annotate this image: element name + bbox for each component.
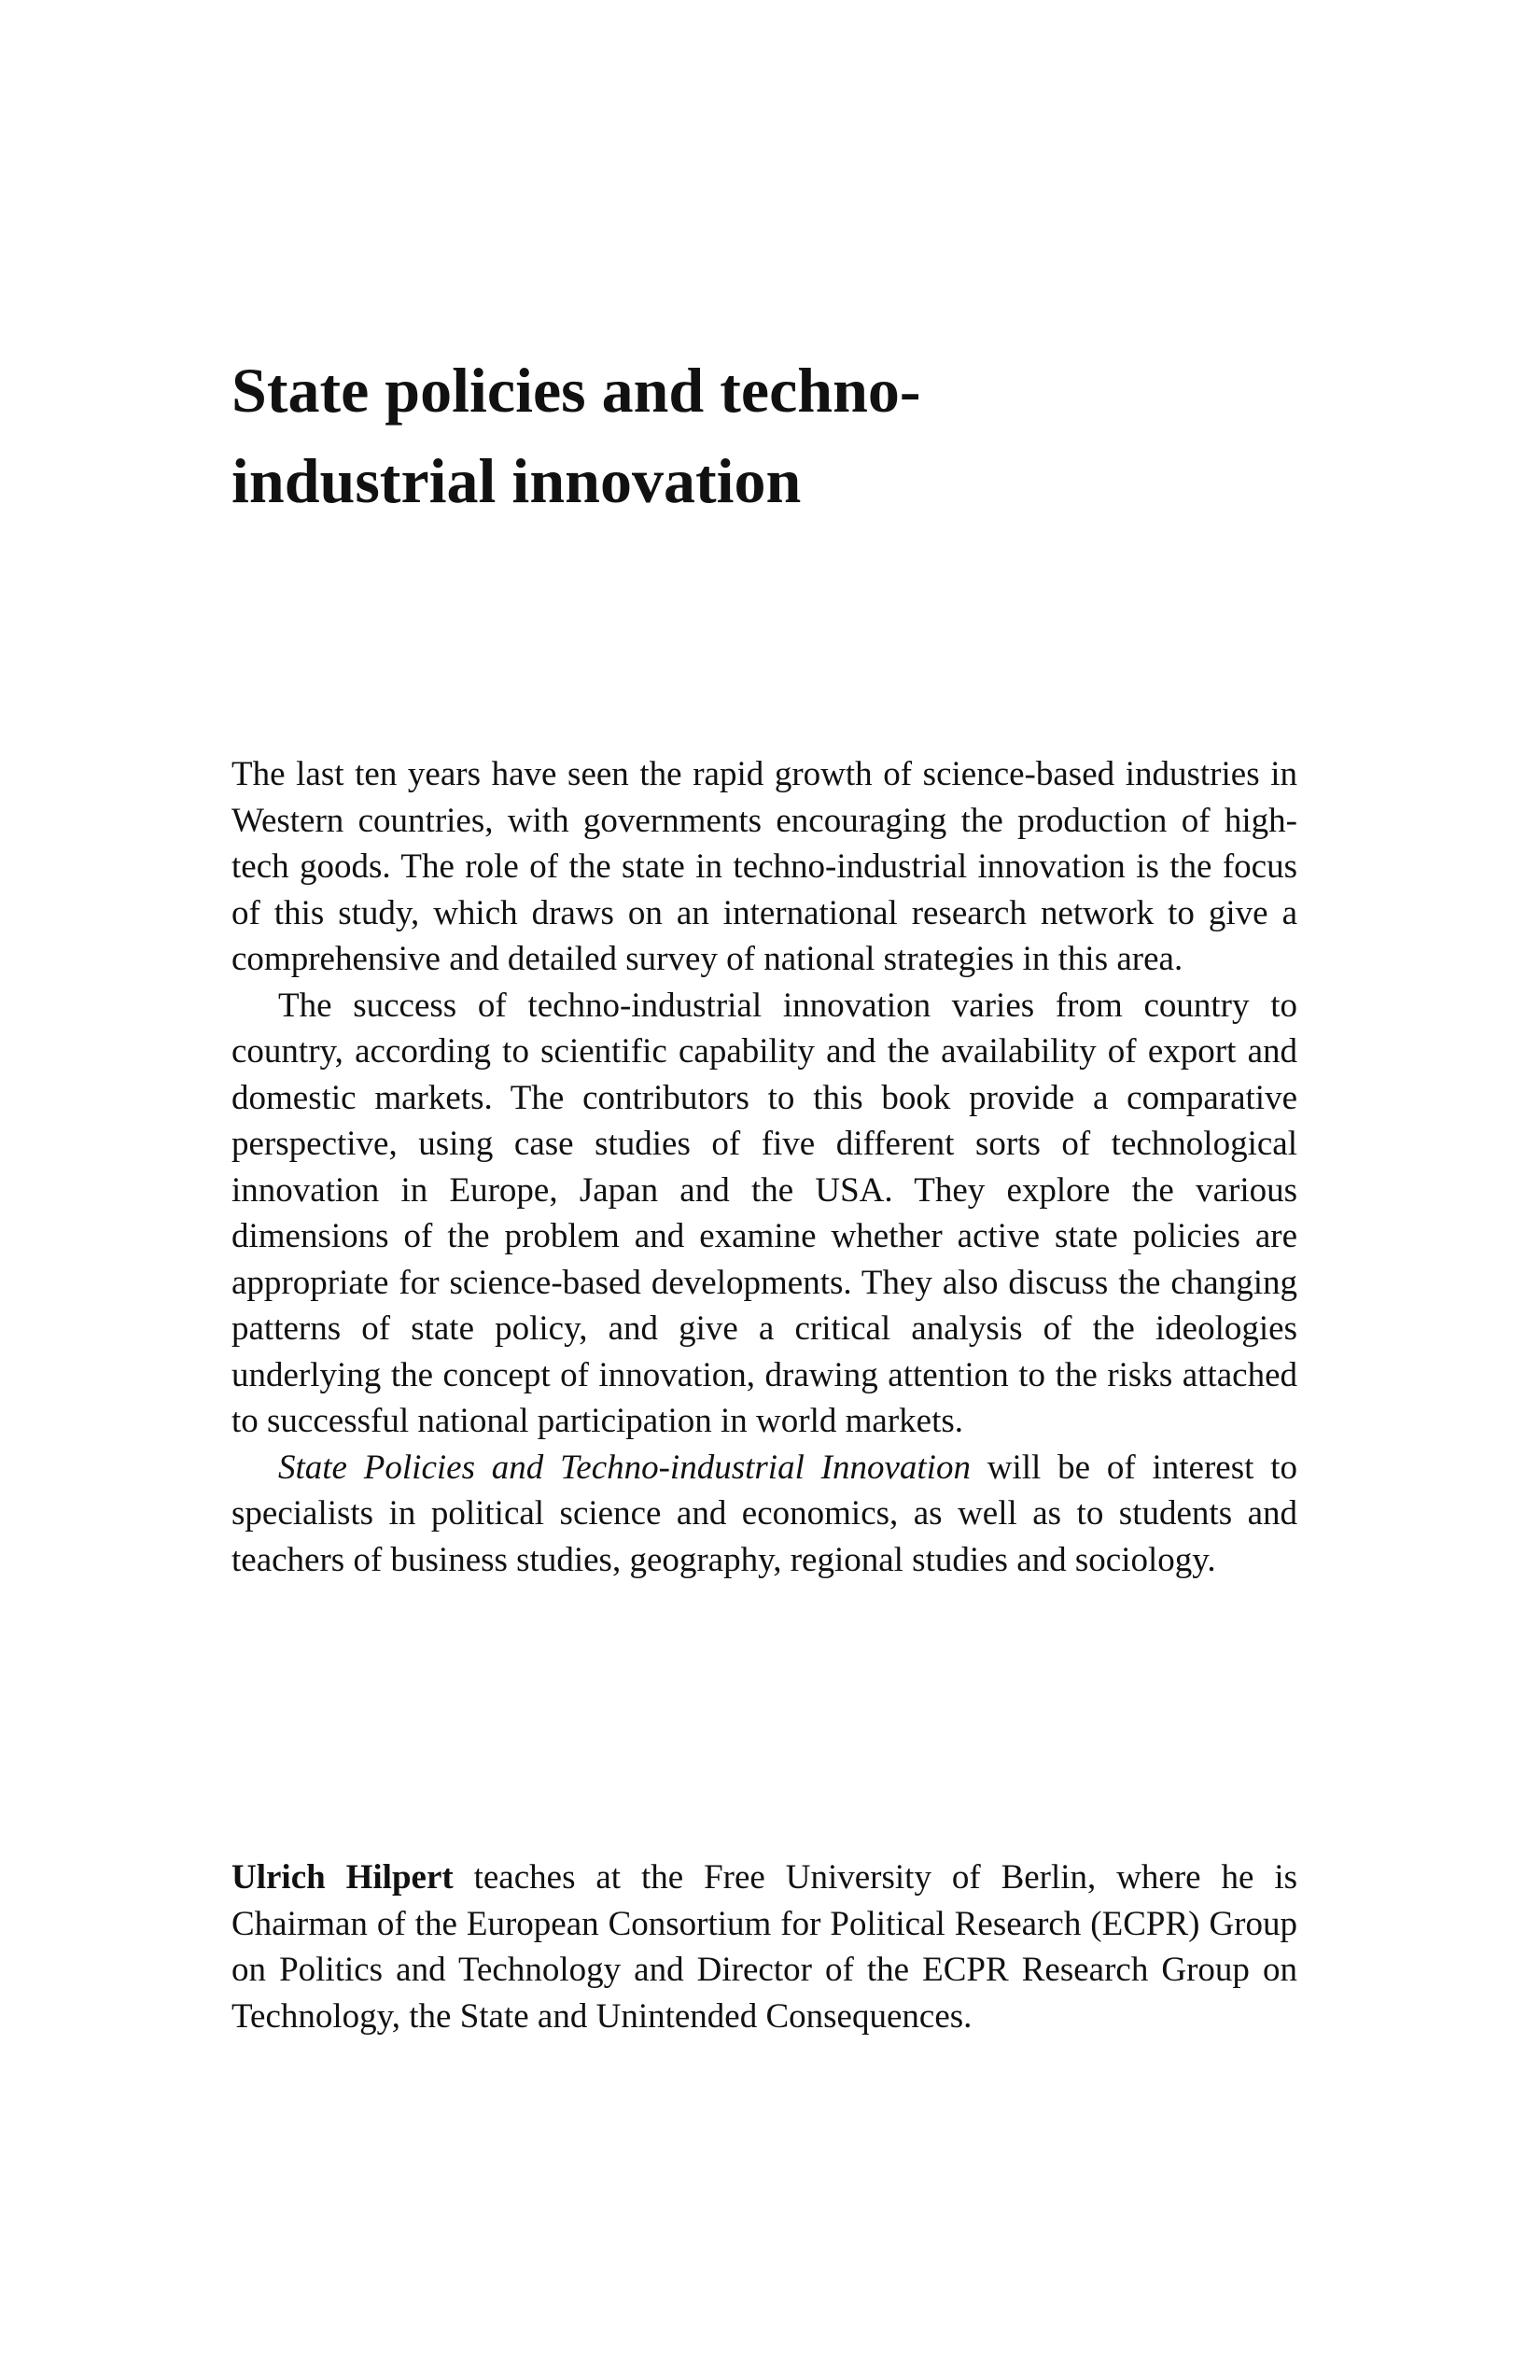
author-bio-text: teaches at the Free University of Berlin, where he is Chairman of the European Consortium for Political Research (ECPR) Group on Politics and Technology and Director of the ECPR Research Group on Technology, the State and Unintended Consequences. — [231, 1858, 1297, 2036]
description-paragraph-3 — [231, 1445, 1297, 1584]
book-description — [231, 751, 1297, 1583]
description-paragraph-3-text: will be of interest to specialists in political science and economics, as well as to students and teachers of business studies, geography, regional studies and sociology. — [231, 1448, 1297, 1579]
author-name: Ulrich Hilpert — [231, 1858, 454, 1897]
book-title-italic: State Policies and Techno-industrial Innovation — [278, 1448, 971, 1487]
description-paragraph-1: The last ten years have seen the rapid growth of science-based industries in Western countries, with governments encouraging the production of high-tech goods. The role of the state in techno-industrial innovation is the focus of this study, which draws on an international research network to give a comprehensive and detailed survey of national strategies in this area. — [231, 755, 1297, 978]
book-title-line-2: industrial innovation — [231, 445, 802, 516]
book-title-line-1: State policies and techno- — [231, 355, 921, 426]
book-title — [231, 345, 1297, 526]
author-bio — [231, 1855, 1297, 2039]
description-paragraph-2: The success of techno-industrial innovation varies from country to country, according to scientific capability and the availability of export and domestic markets. The contributors to this book provide a comparative perspective, using case studies of five different sorts of technological innovation in Europe, Japan and the USA. They explore the various dimensions of the problem and examine whether active state policies are appropriate for science-based developments. They also discuss the changing patterns of state policy, and give a critical analysis of the ideologies underlying the concept of innovation, drawing attention to the risks attached to successful national participation in world markets. — [231, 986, 1297, 1440]
author-bio-paragraph — [231, 1855, 1297, 2039]
